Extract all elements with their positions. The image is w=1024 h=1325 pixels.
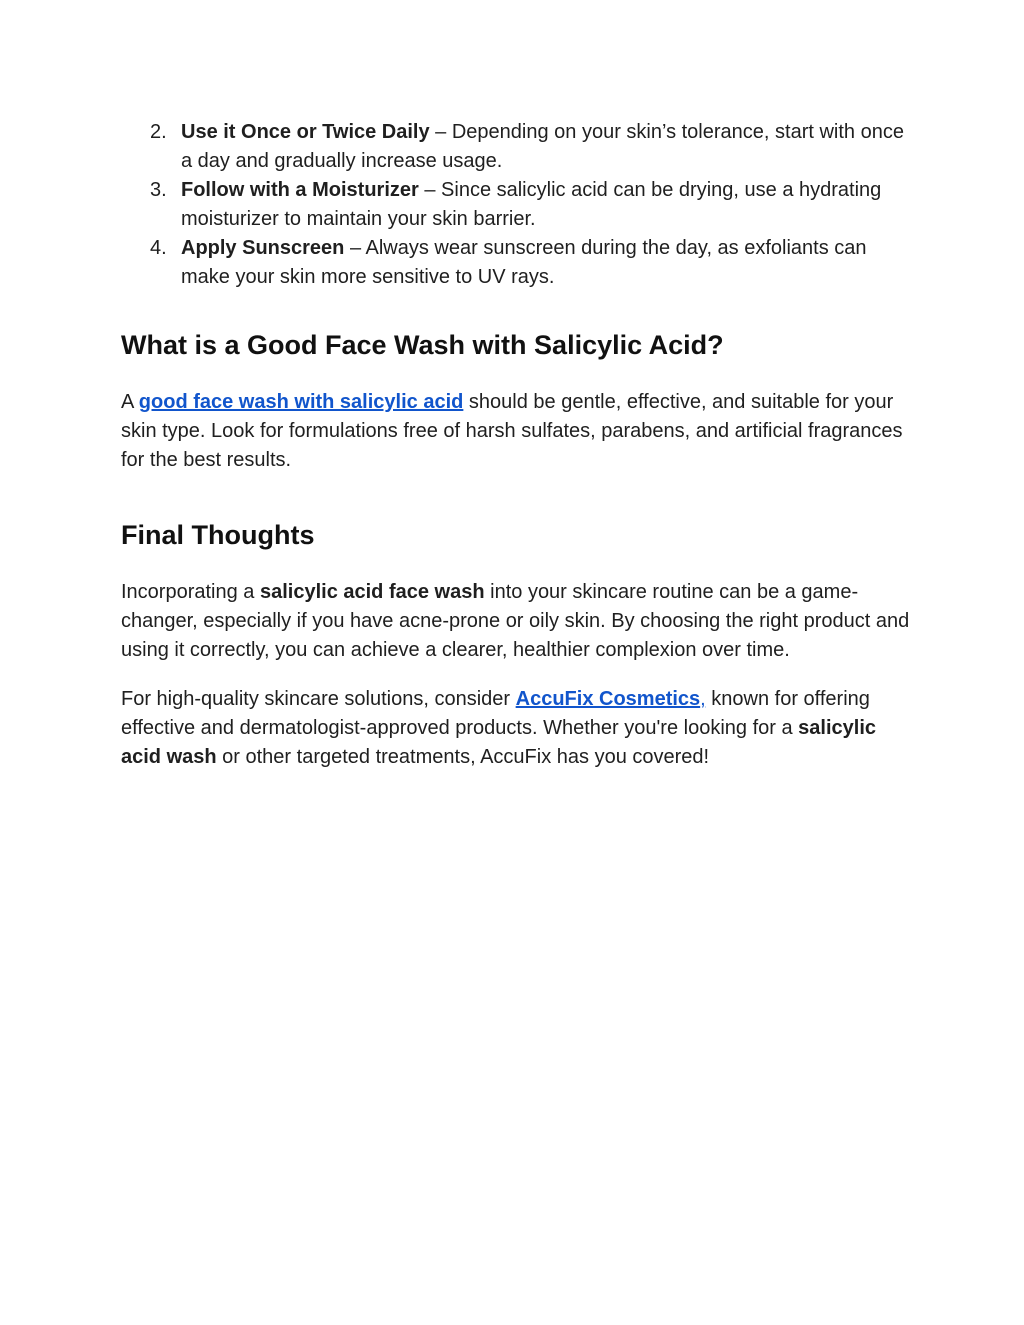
list-item: [121, 234, 911, 292]
paragraph-text: Incorporating a: [121, 581, 260, 603]
step-text: – Always wear sunscreen during the day, as exfoliants can make your skin more sensitive to UV rays.: [181, 237, 867, 288]
paragraph-text: For high-quality skincare solutions, consider: [121, 688, 516, 710]
paragraph-text: should be gentle, effective, and suitable for your skin type. Look for formulations free of harsh sulfates, parabens, and artificial fragrances for the best results.: [121, 391, 903, 471]
final-thoughts-paragraph-2: [121, 685, 911, 772]
list-item: [121, 118, 911, 176]
accufix-comma-link[interactable]: ,: [700, 688, 706, 710]
step-title: Apply Sunscreen: [181, 237, 345, 259]
step-title: Follow with a Moisturizer: [181, 179, 419, 201]
list-item-number: 2.: [150, 121, 167, 143]
step-text: – Since salicylic acid can be drying, use a hydrating moisturizer to maintain your skin barrier.: [181, 179, 882, 230]
section-heading-good-face-wash: What is a Good Face Wash with Salicylic Acid?: [121, 330, 724, 360]
good-face-wash-link[interactable]: good face wash with salicylic acid: [138, 391, 464, 413]
paragraph-text: into your skincare routine can be a game-changer, especially if you have acne-prone or oily skin. By choosing the right product and using it correctly, you can achieve a clearer, healthier complexion over time.: [121, 581, 910, 661]
bold-text: salicylic acid wash: [121, 717, 877, 768]
list-item-number: 3.: [150, 179, 167, 201]
list-item-number: 4.: [150, 237, 167, 259]
section-heading-final-thoughts: Final Thoughts: [121, 520, 315, 550]
bold-text: salicylic acid face wash: [259, 581, 485, 603]
step-text: – Depending on your skin’s tolerance, start with once a day and gradually increase usage.: [181, 121, 904, 172]
document-page: [121, 118, 911, 772]
paragraph-text: known for offering effective and dermatologist-approved products. Whether you're looking for a: [121, 688, 870, 739]
paragraph-text: or other targeted treatments, AccuFix has you covered!: [216, 746, 710, 768]
final-thoughts-paragraph-1: [121, 578, 911, 665]
accufix-cosmetics-link[interactable]: AccuFix Cosmetics: [515, 688, 701, 710]
list-item: [121, 176, 911, 234]
paragraph-text: A: [121, 391, 139, 413]
good-face-wash-paragraph: [121, 388, 911, 475]
steps-list: [121, 118, 911, 292]
step-title: Use it Once or Twice Daily: [181, 121, 430, 143]
